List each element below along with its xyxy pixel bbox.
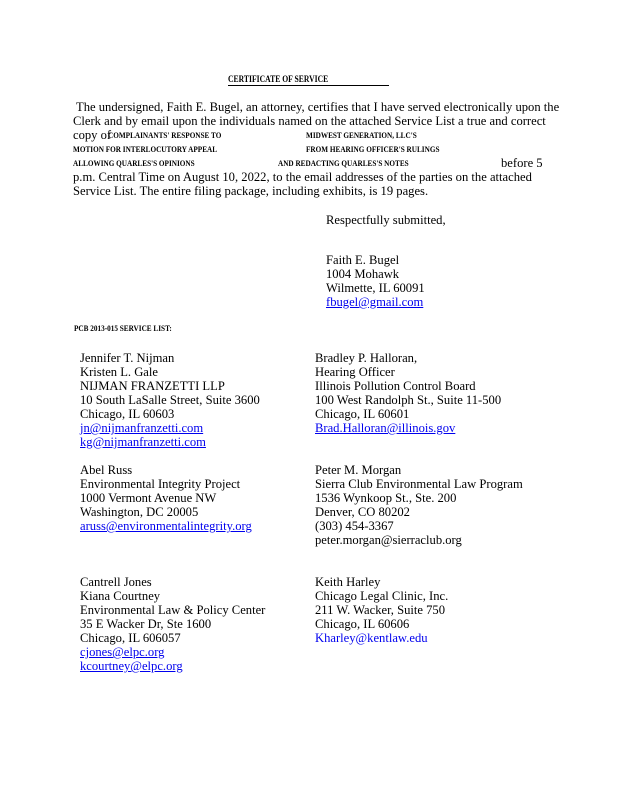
- party-3-line-2: Environmental Integrity Project: [80, 477, 241, 491]
- party-5-line-3: Environmental Law & Policy Center: [80, 603, 266, 617]
- doc-title-right-1: MIDWEST GENERATION, LLC'S: [306, 130, 417, 140]
- title-underline: [228, 85, 389, 86]
- party-1-line-3: NIJMAN FRANZETTI LLP: [80, 379, 225, 393]
- closing: Respectfully submitted,: [326, 213, 446, 227]
- party-1-line-1: Jennifer T. Nijman: [80, 351, 175, 365]
- party-5-line-4: 35 E Wacker Dr, Ste 1600: [80, 617, 212, 631]
- cert-line-1: The undersigned, Faith E. Bugel, an attorney, certifies that I have served electronically upon the: [76, 100, 560, 114]
- doc-title-right-3: AND REDACTING QUARLES'S NOTES: [278, 158, 409, 168]
- doc-title-left-2: MOTION FOR INTERLOCUTORY APPEAL: [73, 144, 218, 154]
- party-4-line-4: Denver, CO 80202: [315, 505, 410, 519]
- party-2-line-5: Chicago, IL 60601: [315, 407, 410, 421]
- cert-line-7: p.m. Central Time on August 10, 2022, to the email addresses of the parties on the attached: [73, 170, 532, 184]
- party-3-email-1-link[interactable]: aruss@environmentalintegrity.org: [80, 519, 252, 533]
- cert-line-3: copy of: [73, 128, 112, 142]
- party-6-line-1: Keith Harley: [315, 575, 381, 589]
- party-4-line-5: (303) 454-3367: [315, 519, 394, 533]
- party-2-line-2: Hearing Officer: [315, 365, 395, 379]
- doc-title-right-2: FROM HEARING OFFICER'S RULINGS: [306, 144, 440, 154]
- party-2-line-1: Bradley P. Halloran,: [315, 351, 418, 365]
- party-3-line-4: Washington, DC 20005: [80, 505, 199, 519]
- party-2-email-1-link[interactable]: Brad.Halloran@illinois.gov: [315, 421, 456, 435]
- doc-title-left-3: ALLOWING QUARLES'S OPINIONS: [73, 158, 195, 168]
- party-1-email-1-link[interactable]: jn@nijmanfranzetti.com: [80, 421, 204, 435]
- party-5-line-5: Chicago, IL 606057: [80, 631, 181, 645]
- party-4-line-1: Peter M. Morgan: [315, 463, 402, 477]
- cert-line-8: Service List. The entire filing package, including exhibits, is 19 pages.: [73, 184, 429, 198]
- cert-line-2: Clerk and by email upon the individuals named on the attached Service List a true and correct: [73, 114, 546, 128]
- party-1-line-5: Chicago, IL 60603: [80, 407, 175, 421]
- party-6-line-4: Chicago, IL 60606: [315, 617, 410, 631]
- doc-title-left-1: COMPLAINANTS' RESPONSE TO: [108, 130, 222, 140]
- party-4-line-6: peter.morgan@sierraclub.org: [315, 533, 462, 547]
- signer-email-link[interactable]: fbugel@gmail.com: [326, 295, 424, 309]
- party-3-line-3: 1000 Vermont Avenue NW: [80, 491, 217, 505]
- party-4-line-3: 1536 Wynkoop St., Ste. 200: [315, 491, 457, 505]
- party-6-email-1-link[interactable]: Kharley@kentlaw.edu: [315, 631, 428, 645]
- party-1-email-2-link[interactable]: kg@nijmanfranzetti.com: [80, 435, 206, 449]
- party-6-line-3: 211 W. Wacker, Suite 750: [315, 603, 446, 617]
- party-4-line-2: Sierra Club Environmental Law Program: [315, 477, 523, 491]
- party-6-line-2: Chicago Legal Clinic, Inc.: [315, 589, 449, 603]
- service-list-title: PCB 2013-015 SERVICE LIST:: [74, 323, 172, 333]
- cert-before: before 5: [501, 156, 543, 170]
- party-5-email-2-link[interactable]: kcourtney@elpc.org: [80, 659, 183, 673]
- party-2-line-3: Illinois Pollution Control Board: [315, 379, 476, 393]
- signer-address-1: 1004 Mohawk: [326, 267, 400, 281]
- party-5-line-2: Kiana Courtney: [80, 589, 161, 603]
- party-5-email-1-link[interactable]: cjones@elpc.org: [80, 645, 165, 659]
- signer-name: Faith E. Bugel: [326, 253, 400, 267]
- party-2-line-4: 100 West Randolph St., Suite 11-500: [315, 393, 502, 407]
- party-5-line-1: Cantrell Jones: [80, 575, 152, 589]
- certificate-title: CERTIFICATE OF SERVICE: [228, 74, 329, 84]
- party-1-line-4: 10 South LaSalle Street, Suite 3600: [80, 393, 260, 407]
- party-1-line-2: Kristen L. Gale: [80, 365, 158, 379]
- signer-address-2: Wilmette, IL 60091: [326, 281, 425, 295]
- party-3-line-1: Abel Russ: [80, 463, 133, 477]
